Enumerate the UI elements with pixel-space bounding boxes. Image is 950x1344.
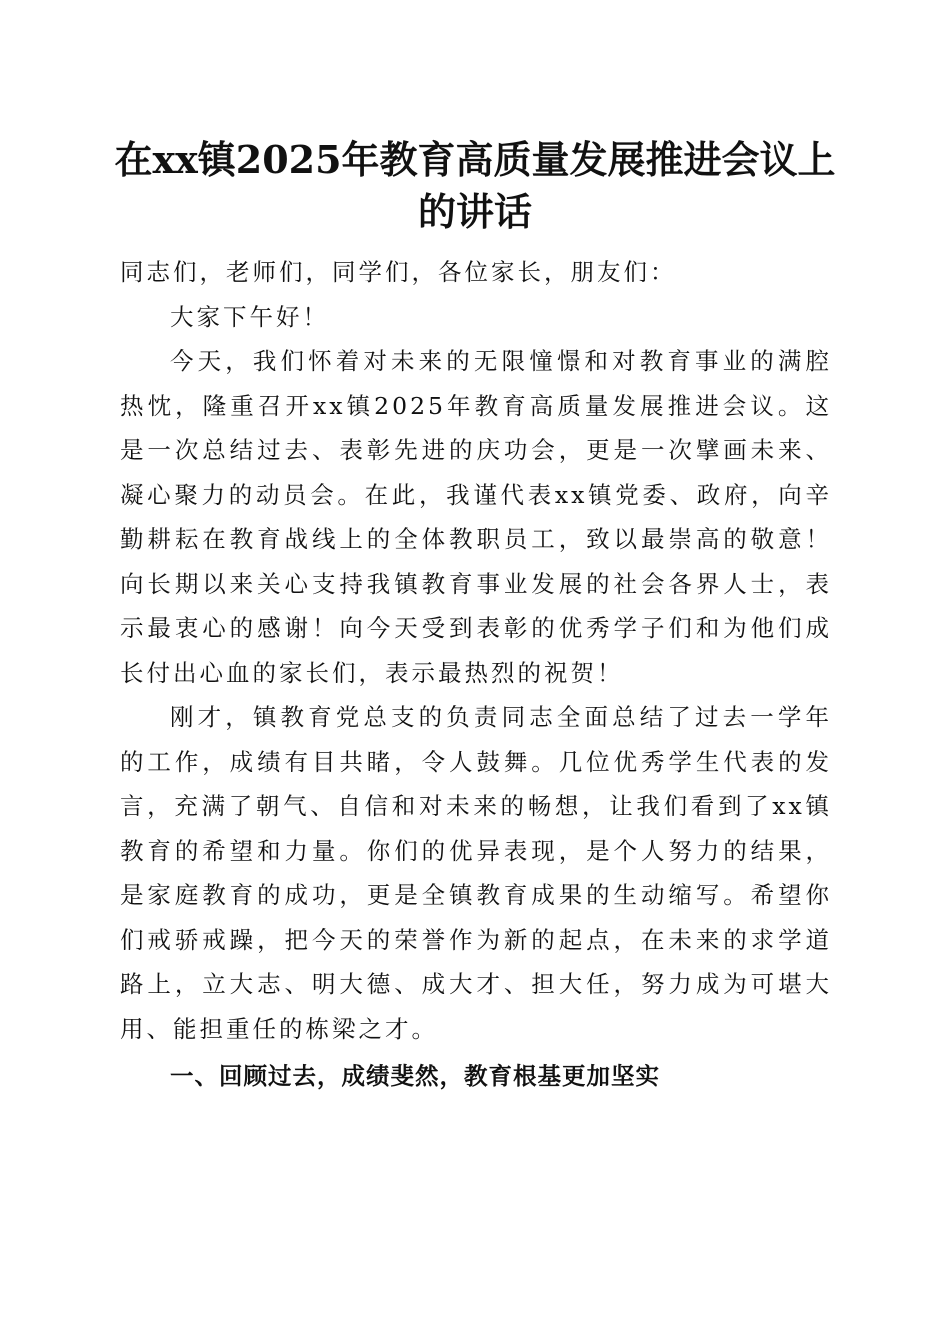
document-body	[120, 250, 832, 1099]
paragraph-opening: 今天，我们怀着对未来的无限憧憬和对教育事业的满腔热忱，隆重召开xx镇2025年教育高质量发展推进会议。这是一次总结过去、表彰先进的庆功会，更是一次擘画未来、凝心聚力的动员会。在此，我谨代表xx镇党委、政府，向辛勤耕耘在教育战线上的全体教职员工，致以最崇高的敬意！向长期以来关心支持我镇教育事业发展的社会各界人士，表示最衷心的感谢！向今天受到表彰的优秀学子们和为他们成长付出心血的家长们，表示最热烈的祝贺！	[120, 347, 832, 687]
greeting: 大家下午好！	[170, 302, 329, 331]
salutation: 同志们，老师们，同学们，各位家长，朋友们：	[120, 258, 677, 286]
paragraph-review: 刚才，镇教育党总支的负责同志全面总结了过去一学年的工作，成绩有目共睹，令人鼓舞。几位优秀学生代表的发言，充满了朝气、自信和对未来的畅想，让我们看到了xx镇教育的希望和力量。你们的优异表现，是个人努力的结果，是家庭教育的成功，更是全镇教育成果的生动缩写。希望你们戒骄戒躁，把今天的荣誉作为新的起点，在未来的求学道路上，立大志、明大德、成大才、担大任，努力成为可堪大用、能担重任的栋梁之才。	[120, 703, 832, 1043]
document-title: 在xx镇2025年教育高质量发展推进会议上的讲话	[114, 137, 836, 234]
section-heading: 一、回顾过去，成绩斐然，教育根基更加坚实	[170, 1062, 660, 1090]
